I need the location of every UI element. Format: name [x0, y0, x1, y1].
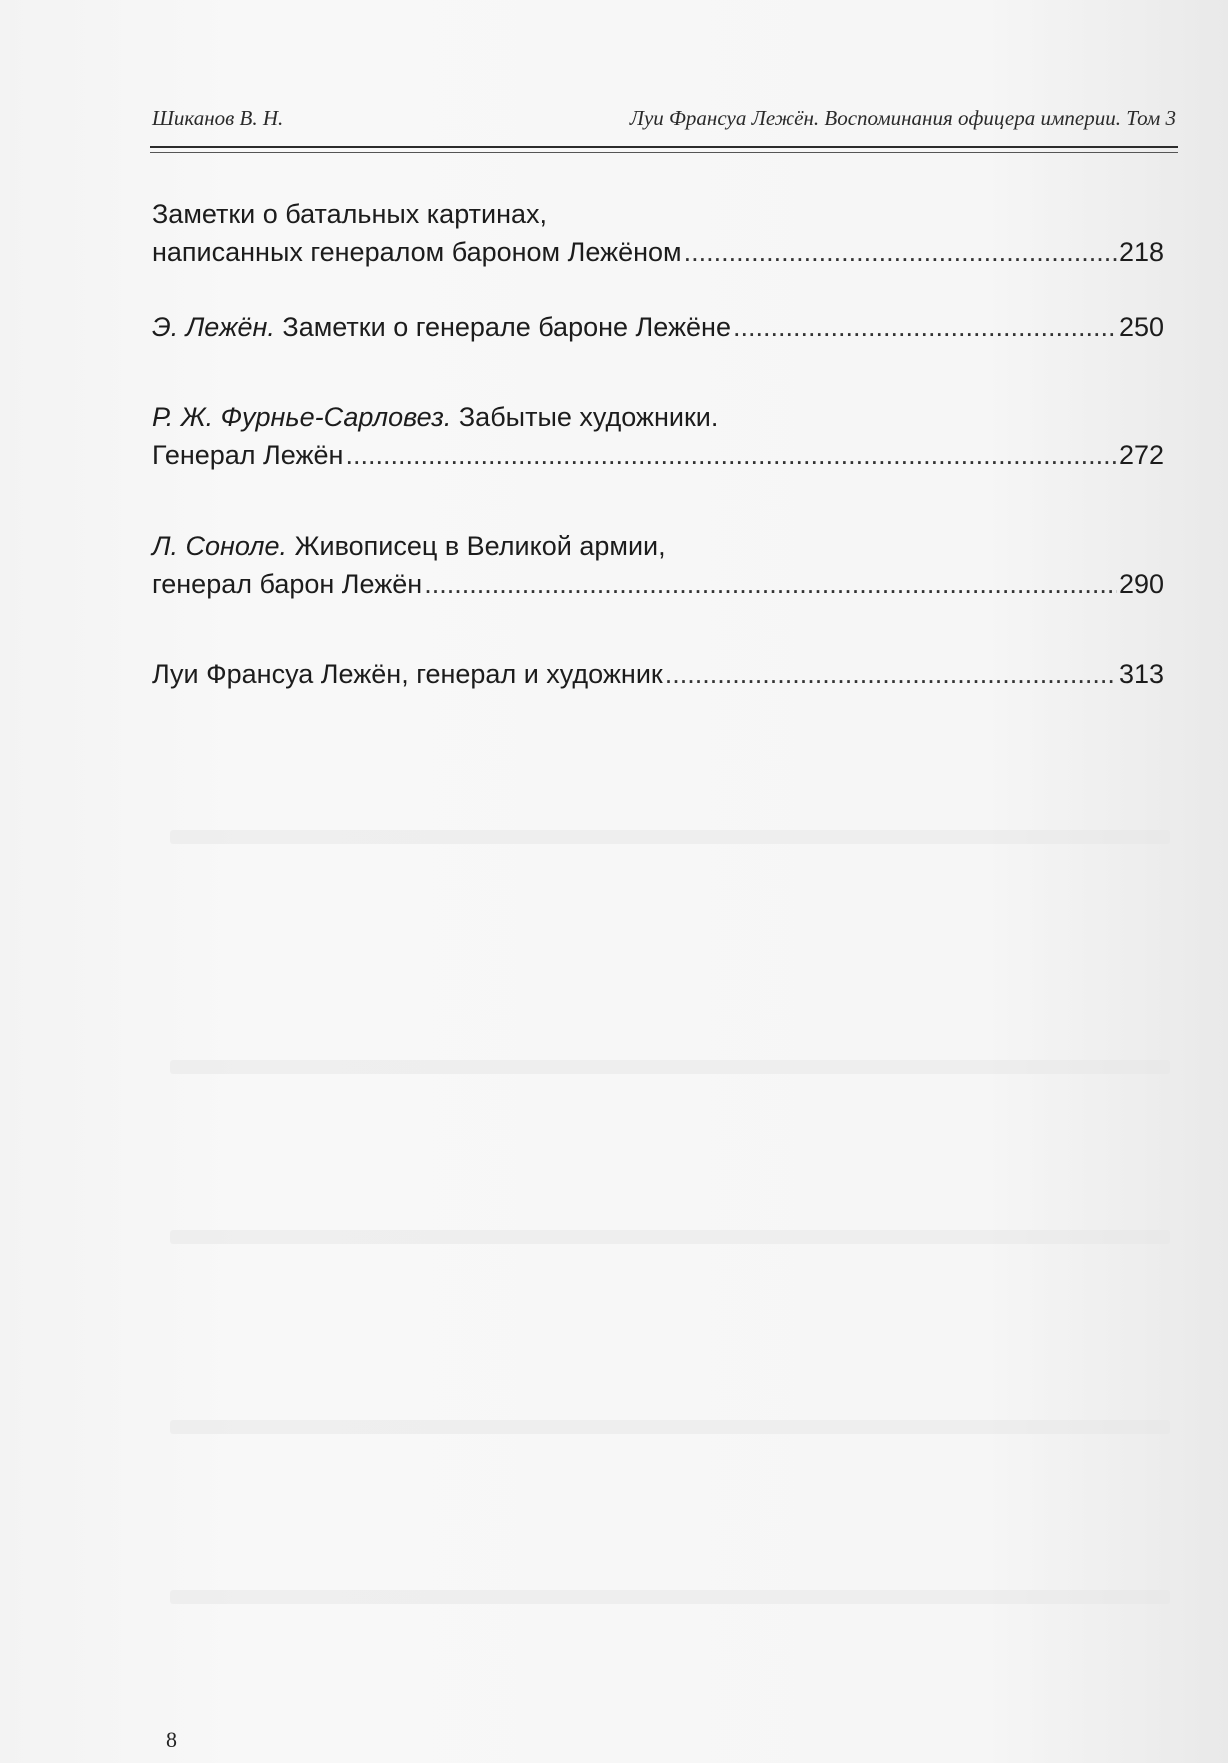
toc-entry-title: Заметки о генерале бароне Лежёне — [274, 312, 731, 342]
header-rule — [150, 146, 1178, 148]
toc-page-number: 313 — [1118, 659, 1164, 689]
show-through — [170, 1420, 1170, 1434]
toc-entry — [152, 398, 1164, 474]
toc-entry-line — [152, 195, 1164, 233]
toc-entry-author: Р. Ж. Фурнье-Сарловез. — [152, 402, 452, 432]
header-book-title: Луи Франсуа Лежён. Воспоминания офицера империи. Том 3 — [629, 106, 1176, 130]
toc-entry-title: написанных генералом бароном Лежёном — [152, 237, 682, 267]
leader-dots — [684, 233, 1117, 271]
toc-entry — [152, 527, 1164, 603]
toc-entry-title: Луи Франсуа Лежён, генерал и художник — [152, 659, 663, 689]
toc-page-number: 290 — [1118, 569, 1164, 599]
toc-entry-title: генерал барон Лежён — [152, 569, 423, 599]
toc-entry-title: Забытые художники. — [451, 402, 719, 432]
header-rule-thin — [150, 152, 1178, 153]
toc-page-number: 272 — [1118, 440, 1164, 470]
toc-page-number: 250 — [1118, 312, 1164, 342]
toc-entry — [152, 195, 1164, 271]
running-header — [152, 100, 1176, 134]
leader-dots — [424, 565, 1117, 603]
toc-entry-author: Э. Лежён. — [152, 312, 275, 342]
leader-dots — [733, 308, 1117, 346]
toc-entry-title: Генерал Лежён — [152, 440, 344, 470]
toc-entry-line — [152, 233, 1164, 271]
toc-entry-line — [152, 308, 1164, 346]
toc-entry-author: Л. Соноле. — [152, 531, 288, 561]
toc-entry-line — [152, 398, 1164, 436]
header-author: Шиканов В. Н. — [152, 106, 284, 130]
toc-entry-line — [152, 436, 1164, 474]
show-through — [170, 1060, 1170, 1074]
show-through — [170, 1230, 1170, 1244]
leader-dots — [665, 655, 1117, 693]
page-number: 8 — [166, 1727, 177, 1752]
show-through — [170, 1590, 1170, 1604]
toc-entry-line — [152, 527, 1164, 565]
toc-entry-line — [152, 655, 1164, 693]
leader-dots — [345, 436, 1116, 474]
toc-entry — [152, 308, 1164, 346]
toc-entry-title: Живописец в Великой армии, — [287, 531, 666, 561]
show-through — [170, 830, 1170, 844]
toc-entry-title: Заметки о батальных картинах, — [152, 199, 547, 229]
toc-entry — [152, 655, 1164, 693]
toc-entry-line — [152, 565, 1164, 603]
toc-page-number: 218 — [1118, 237, 1164, 267]
